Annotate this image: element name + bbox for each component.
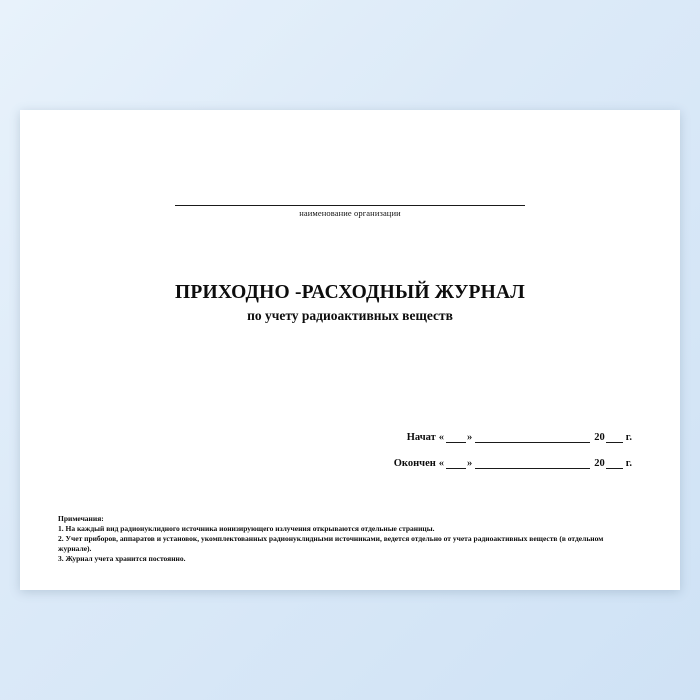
document-page [20, 110, 680, 590]
organization-name-field [175, 205, 525, 218]
start-month-blank [475, 442, 590, 443]
start-year-blank [606, 442, 623, 443]
page-title: ПРИХОДНО -РАСХОДНЫЙ ЖУРНАЛ [174, 282, 526, 303]
finish-date-label: Окончен [393, 458, 436, 469]
finish-day-blank [446, 468, 466, 469]
note-item: 1. На каждый вид радионуклидного источника ионизирующего излучения открываются отдельные страницы. [58, 524, 435, 533]
organization-name-caption: наименование организации [299, 208, 401, 218]
start-quote-close: » [467, 432, 473, 443]
date-fields [332, 432, 632, 484]
finish-date-row [332, 458, 632, 469]
note-item: 3. Журнал учета хранится постоянно. [58, 553, 186, 563]
start-day-blank [446, 442, 466, 443]
note-item: 2. Учет приборов, аппаратов и установок, укомплектованных радионуклидными источниками, ведется отдельно от учета радиоактивных веществ (в отдельном журнале). [58, 533, 604, 553]
start-quote-open: « [438, 432, 445, 443]
finish-year-blank [606, 468, 623, 469]
finish-quote-open: « [438, 458, 445, 469]
start-date-label: Начат [406, 432, 436, 443]
finish-quote-close: » [467, 458, 473, 469]
organization-name-rule [175, 205, 525, 206]
finish-year-suffix: г. [625, 458, 632, 469]
page-subtitle: по учету радиоактивных веществ [247, 308, 453, 323]
start-year-suffix: г. [625, 432, 632, 443]
start-year-prefix: 20 [594, 432, 605, 443]
start-date-row [332, 432, 632, 443]
notes-block [58, 514, 638, 564]
page-content [20, 110, 680, 590]
finish-month-blank [475, 468, 590, 469]
finish-year-prefix: 20 [594, 458, 605, 469]
notes-heading: Примечания: [58, 514, 104, 523]
